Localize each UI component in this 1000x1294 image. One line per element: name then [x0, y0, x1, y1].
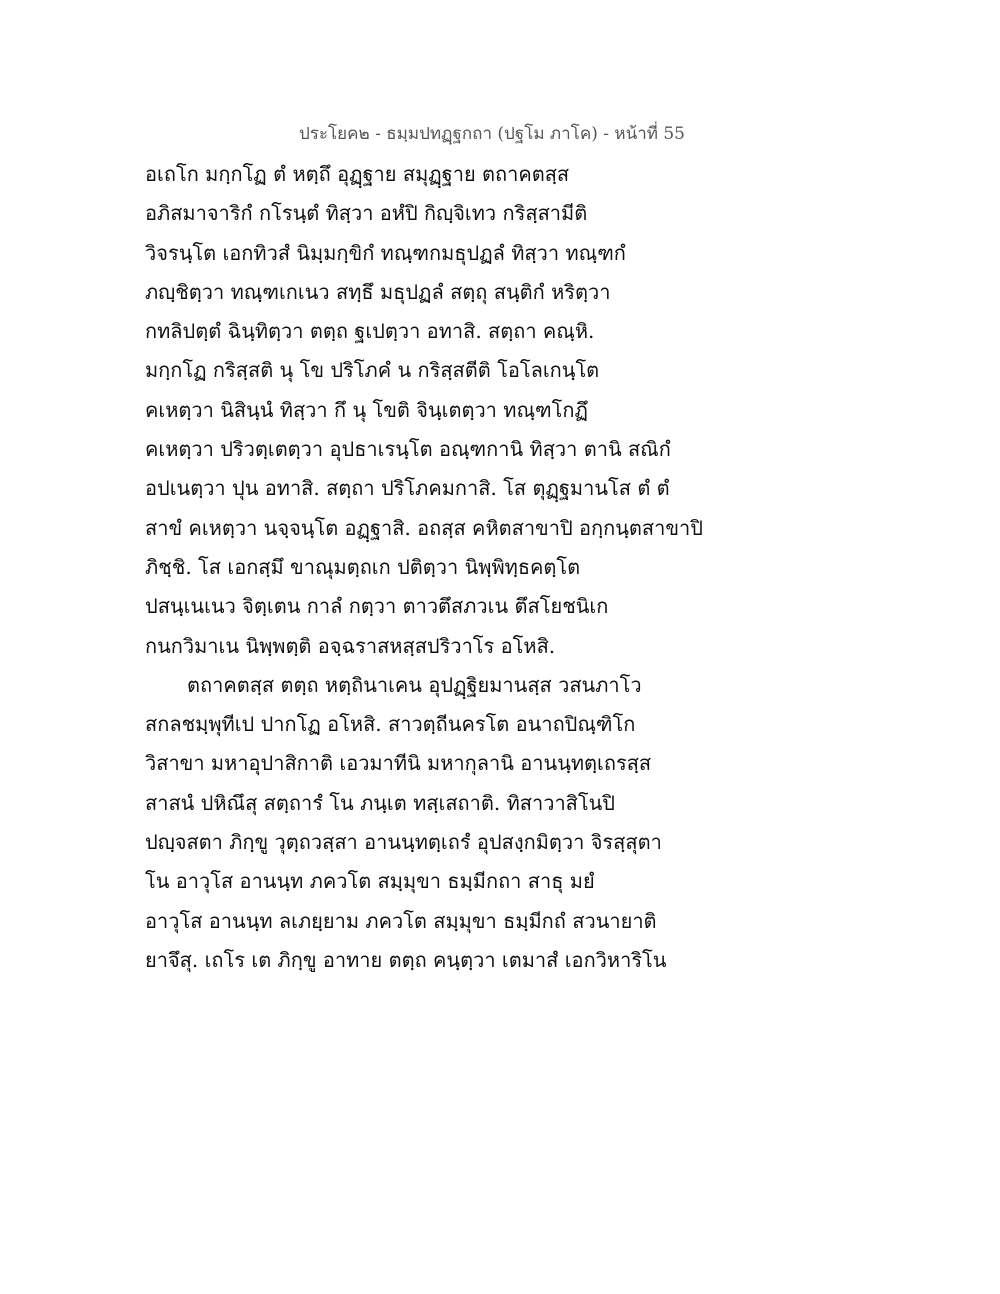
- text-line: อเถโก มกฺกโฏ ตํ หตฺถึ อุฏฺฐาย สมุฏฺฐาย ตถาคตสฺส: [145, 162, 570, 186]
- text-line: ยาจึสุ. เถโร เต ภิกฺขู อาทาย ตตฺถ คนฺตฺวา เตมาสํ เอกวิหาริโน: [145, 947, 667, 972]
- paragraph-2: [145, 666, 675, 980]
- text-line: สกลชมฺพุทีเป ปากโฏ อโหสิ. สาวตฺถีนครโต อนาถปิณฺฑิโก: [145, 712, 636, 737]
- text-line: ภิชฺชิ. โส เอกสฺมึ ขาณุมตฺถเก ปติตฺวา นิพฺพิทฺธคตฺโต: [145, 554, 581, 579]
- text-line: สาขํ คเหตฺวา นจฺจนฺโต อฏฺฐาสิ. อถสฺส คหิตสาขาปิ อกฺกนฺตสาขาปิ: [145, 515, 703, 540]
- text-line: วิสาขา มหาอุปาสิกาติ เอวมาทีนิ มหากุลานิ อานนฺทตฺเถรสฺส: [145, 751, 652, 776]
- text-line: คเหตฺวา นิสินฺนํ ทิสฺวา กึ นุ โขติ จินฺเตตฺวา ทณฺฑโกฏึ: [145, 397, 588, 422]
- text-line: กนกวิมาเน นิพฺพตฺติ อจฺฉราสหสฺสปริวาโร อโหสิ.: [145, 633, 556, 658]
- text-line: มกฺกโฏ กริสฺสติ นุ โข ปริโภคํ น กริสฺสตีติ โอโลเกนฺโต: [145, 358, 600, 383]
- text-line: ภญฺชิตฺวา ทณฺฑเกเนว สทฺธึ มธุปฏลํ สตฺถุ สนฺติกํ หริตฺวา: [145, 279, 611, 304]
- text-line: อาวุโส อานนฺท ลเภยฺยาม ภควโต สมฺมุขา ธมฺมีกถํ สวนายาติ: [145, 908, 657, 933]
- text-line: ปสนฺเนเนว จิตฺเตน กาลํ กตฺวา ตาวตึสภวเน ตึสโยชนิเก: [145, 594, 609, 619]
- text-line: คเหตฺวา ปริวตฺเตตฺวา อุปธาเรนฺโต อณฺฑกานิ ทิสฺวา ตานิ สณิกํ: [145, 437, 671, 462]
- running-header: ประโยค๒ - ธมฺมปทฏฺฐกถา (ปฐโม ภาโค) - หน้าที่ 55: [299, 124, 685, 144]
- text-line: อปเนตฺวา ปุน อทาสิ. สตฺถา ปริโภคมกาสิ. โส ตุฏฺฐมานโส ตํ ตํ: [145, 476, 670, 501]
- text-line: ปญฺจสตา ภิกฺขู วุตฺถวสฺสา อานนฺทตฺเถรํ อุปสงฺกมิตฺวา จิรสฺสุตา: [145, 830, 662, 855]
- text-line: สาสนํ ปหิณึสุ สตฺถารํ โน ภนฺเต ทสฺเสถาติ. ทิสาวาสิโนปิ: [145, 790, 615, 815]
- text-line: ตถาคตสฺส ตตฺถ หตฺถินาเคน อุปฏฺฐิยมานสฺส วสนภาโว: [187, 672, 642, 697]
- text-line: กทลิปตฺตํ ฉินฺทิตฺวา ตตฺถ ฐเปตฺวา อทาสิ. สตฺถา คณฺหิ.: [145, 319, 595, 344]
- text-line: อภิสมาจาริกํ กโรนฺตํ ทิสฺวา อหํปิ กิญฺจิเทว กริสฺสามีติ: [145, 201, 588, 226]
- body-text: [145, 155, 703, 980]
- paragraph-1: [145, 155, 703, 666]
- text-line: วิจรนฺโต เอกทิวสํ นิมฺมกฺขิกํ ทณฺฑกมธุปฏลํ ทิสฺวา ทณฺฑกํ: [145, 240, 626, 265]
- text-line: โน อาวุโส อานนฺท ภควโต สมฺมุขา ธมฺมีกถา สาธุ มยํ: [145, 869, 595, 894]
